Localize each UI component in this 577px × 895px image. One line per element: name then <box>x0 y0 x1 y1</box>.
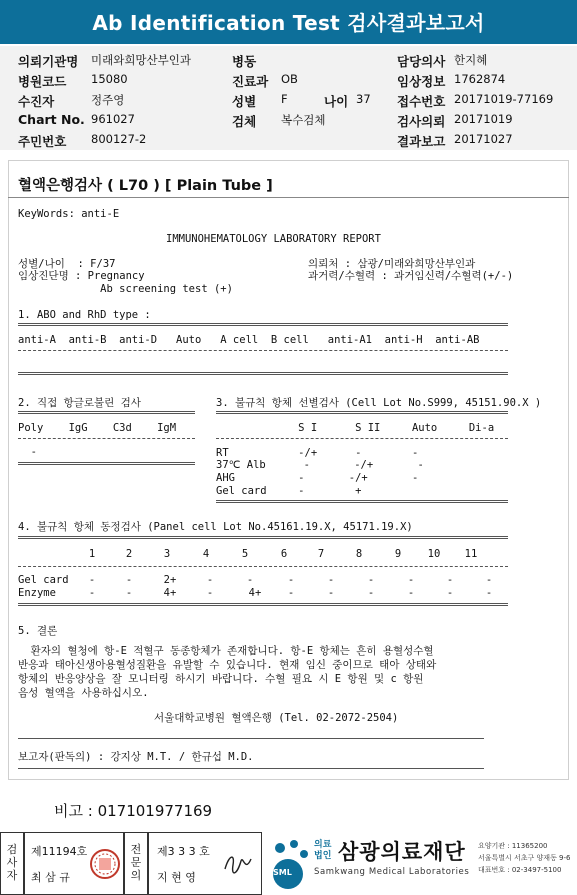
label-clinical-info: 임상정보 <box>397 74 446 89</box>
sml-logo-icon <box>268 836 312 890</box>
panel-col: 7 <box>317 548 325 560</box>
label-request-date: 검사의뢰 <box>397 114 446 129</box>
inspector-label-box <box>0 832 24 895</box>
label-patient: 수진자 <box>18 94 55 109</box>
diagnosis-detail: Ab screening test (+) <box>18 283 233 295</box>
logo-badge-text: SML <box>273 868 292 877</box>
value-specimen: 복수검체 <box>281 113 326 127</box>
label-resident-no: 주민번호 <box>18 134 67 149</box>
inspector-name: 최 삼 규 <box>31 871 70 884</box>
label-report-date: 결과보고 <box>397 134 446 149</box>
signature-footer <box>0 832 577 895</box>
value-department: OB <box>281 72 298 86</box>
panel-cell: - <box>287 574 295 586</box>
info-row-5 <box>0 130 577 150</box>
screen-row-gel: Gel card - + <box>216 485 362 497</box>
section-title: 혈액은행검사 ( L70 ) [ Plain Tube ] <box>18 178 273 194</box>
panel-cell: - <box>367 574 375 586</box>
rule <box>18 603 508 606</box>
seal-stamp-icon <box>89 847 121 881</box>
panel-cell: - <box>485 574 493 586</box>
panel-cell: - <box>125 587 133 599</box>
panel-col: 6 <box>280 548 288 560</box>
panel-cell: - <box>485 587 493 599</box>
panel-col: 11 <box>464 548 478 560</box>
rule <box>216 438 508 439</box>
dat-value: - <box>18 446 37 458</box>
patient-info <box>0 46 577 150</box>
inspector-label: 검 사 자 <box>6 843 18 882</box>
diagnosis: 임상진단명 : Pregnancy <box>18 270 145 282</box>
conclusion-line: 환자의 혈청에 항-E 적혈구 동종항체가 존재합니다. 항-E 항체는 흔히 용혈성수혈 <box>18 645 434 657</box>
panel-row-label: Enzyme <box>18 587 56 599</box>
rule <box>18 372 508 375</box>
section-1-title: 1. ABO and RhD type : <box>18 309 151 321</box>
value-clinical-info: 1762874 <box>454 72 506 86</box>
label-institution: 의뢰기관명 <box>18 54 79 69</box>
rule <box>216 500 508 503</box>
rule <box>18 462 195 465</box>
panel-cell: - <box>206 574 214 586</box>
label-sex: 성별 <box>232 94 257 109</box>
rule <box>216 411 508 414</box>
screen-row-alb: 37℃ Alb - -/+ - <box>216 459 424 471</box>
value-report-date: 20171027 <box>454 132 513 146</box>
screen-row-ahg: AHG - -/+ - <box>216 472 419 484</box>
panel-cell: - <box>367 587 375 599</box>
requesting-institution: 의뢰처 : 삼광/미래와희망산부인과 <box>308 258 476 270</box>
panel-col: 10 <box>427 548 441 560</box>
section-3-title: 3. 불규칙 항체 선별검사 (Cell Lot No.S999, 45151.90.X ) <box>216 397 542 409</box>
value-receipt-no: 20171019-77169 <box>454 92 554 106</box>
panel-col: 2 <box>125 548 133 560</box>
info-row-2 <box>0 70 577 90</box>
panel-cell: - <box>446 587 454 599</box>
panel-col: 1 <box>88 548 96 560</box>
conclusion-line: 반응과 태아신생아용혈성질환을 유발할 수 있습니다. 현재 임신 중이므로 태아 상태와 <box>18 659 437 671</box>
panel-row-label: Gel card <box>18 574 69 586</box>
reporter: 보고자(판독의) : 강지상 M.T. / 한규섭 M.D. <box>18 751 254 763</box>
label-specimen: 검체 <box>232 114 257 129</box>
value-chart-no: 961027 <box>91 112 135 126</box>
label-doctor: 담당의사 <box>397 54 446 69</box>
conclusion-line: 음성 혈액을 사용하십시오. <box>18 687 149 699</box>
org-contact: 요양기관 : 11365200 서울특별시 서초구 양재동 9-6 대표번호 : 02-3497-5100 <box>478 842 571 874</box>
value-sex: F <box>281 92 288 106</box>
specialist-label-box <box>124 832 148 895</box>
conclusion-line: 항체의 반응양상을 잘 모니터링 하시기 바랍니다. 수혈 필요 시 E 항원 및 c 항원 <box>18 673 424 685</box>
value-patient: 정주영 <box>91 93 125 107</box>
rule <box>18 323 508 326</box>
handwritten-signature-icon <box>221 847 257 881</box>
rule <box>18 536 508 539</box>
section-4-title: 4. 불규칙 항체 동정검사 (Panel cell Lot No.45161.19.X, 45171.19.X) <box>18 521 413 533</box>
panel-col: 8 <box>355 548 363 560</box>
org-name-en: Samkwang Medical Laboratories <box>314 867 470 877</box>
rule <box>18 350 508 351</box>
label-hospital-code: 병원코드 <box>18 74 67 89</box>
org-name: 삼광의료재단 <box>338 840 466 864</box>
specialist-box <box>148 832 262 895</box>
sex-age: 성별/나이 : F/37 <box>18 258 116 270</box>
panel-cell: 4+ <box>163 587 177 599</box>
dat-header: Poly IgG C3d IgM <box>18 422 177 434</box>
report-header: Ab Identification Test 검사결과보고서 <box>0 0 577 44</box>
panel-col: 5 <box>241 548 249 560</box>
abo-header: anti-A anti-B anti-D Auto A cell B cell anti-A1 anti-H anti-AB <box>18 334 480 346</box>
report-heading: IMMUNOHEMATOLOGY LABORATORY REPORT <box>166 233 381 245</box>
rule <box>18 738 484 739</box>
rule <box>18 411 195 414</box>
panel-cell: - <box>206 587 214 599</box>
value-hospital-code: 15080 <box>91 72 128 86</box>
info-row-3 <box>0 90 577 110</box>
section-5-title: 5. 결론 <box>18 625 58 637</box>
panel-cell: - <box>407 574 415 586</box>
rule <box>18 438 195 439</box>
section-2-title: 2. 직접 항글로불린 검사 <box>18 397 141 409</box>
label-receipt-no: 접수번호 <box>397 94 446 109</box>
history: 과거력/수혈력 : 과거임신력/수혈력(+/-) <box>308 270 514 282</box>
inspector-license: 제11194호 <box>31 845 88 858</box>
hospital-line: 서울대학교병원 혈액은행 (Tel. 02-2072-2504) <box>154 712 399 724</box>
panel-col: 3 <box>163 548 171 560</box>
panel-cell: - <box>407 587 415 599</box>
panel-cell: - <box>327 587 335 599</box>
specialist-name: 지 현 영 <box>157 871 196 884</box>
label-age: 나이 <box>324 94 349 109</box>
remark: 비고 : 017101977169 <box>54 802 213 820</box>
panel-cell: - <box>88 574 96 586</box>
screen-row-rt: RT -/+ - - <box>216 447 419 459</box>
label-chart-no: Chart No. <box>18 112 85 127</box>
panel-cell: - <box>88 587 96 599</box>
value-age: 37 <box>356 92 371 106</box>
panel-col: 9 <box>394 548 402 560</box>
label-department: 진료과 <box>232 74 269 89</box>
panel-cell: 4+ <box>248 587 262 599</box>
label-ward: 병동 <box>232 54 257 69</box>
value-institution: 미래와희망산부인과 <box>91 53 191 67</box>
panel-cell: - <box>125 574 133 586</box>
value-doctor: 한지혜 <box>454 53 488 67</box>
rule <box>18 566 508 567</box>
info-row-4 <box>0 110 577 130</box>
panel-cell: - <box>287 587 295 599</box>
panel-col: 4 <box>202 548 210 560</box>
info-row-1 <box>0 50 577 70</box>
inspector-box <box>24 832 124 895</box>
value-request-date: 20171019 <box>454 112 513 126</box>
panel-cell: - <box>446 574 454 586</box>
rule <box>18 768 484 769</box>
section-divider <box>8 197 569 198</box>
specialist-license: 제3 3 3 호 <box>157 845 210 858</box>
specialist-label: 전 문 의 <box>130 843 142 882</box>
value-resident-no: 800127-2 <box>91 132 147 146</box>
screen-header: S I S II Auto Di-a <box>216 422 495 434</box>
panel-cell: - <box>327 574 335 586</box>
panel-cell: - <box>246 574 254 586</box>
panel-cell: 2+ <box>163 574 177 586</box>
corp-label: 의료 법인 <box>314 840 332 861</box>
keywords: KeyWords: anti-E <box>18 208 120 220</box>
